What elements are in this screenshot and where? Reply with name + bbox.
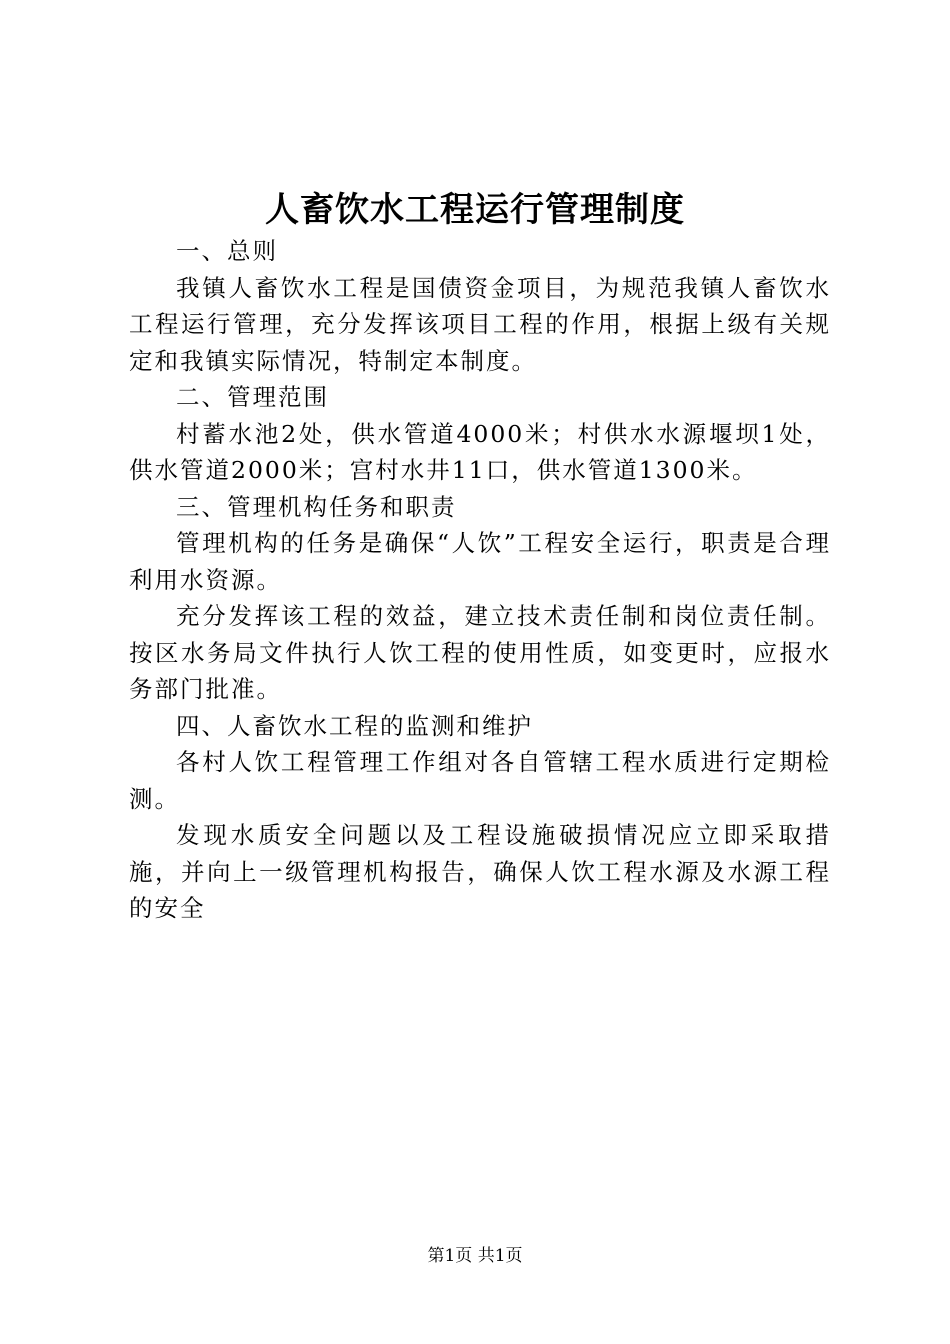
paragraph-scope: 村蓄水池2处，供水管道4000米；村供水水源堰坝1处，供水管道2000米；宫村水井11口，供水管道1300米。 [129, 419, 831, 484]
section-heading-general: 一、总则 [176, 237, 278, 265]
section-heading-scope: 二、管理范围 [176, 383, 329, 411]
section-heading-duties: 三、管理机构任务和职责 [176, 492, 457, 521]
paragraph-monitoring-testing: 各村人饮工程管理工作组对各自管辖工程水质进行定期检测。 [129, 748, 831, 813]
section-heading-monitoring: 四、人畜饮水工程的监测和维护 [176, 711, 533, 740]
paragraph-monitoring-measures: 发现水质安全问题以及工程设施破损情况应立即采取措施，并向上一级管理机构报告，确保人饮工程水源及水源工程的安全 [129, 821, 831, 922]
paragraph-general: 我镇人畜饮水工程是国债资金项目，为规范我镇人畜饮水工程运行管理，充分发挥该项目工程的作用，根据上级有关规定和我镇实际情况，特制定本制度。 [129, 273, 831, 375]
paragraph-duties-task: 管理机构的任务是确保“人饮”工程安全运行，职责是合理利用水资源。 [129, 529, 831, 594]
document-body [129, 233, 831, 927]
document-title: 人畜饮水工程运行管理制度 [265, 190, 685, 230]
paragraph-duties-responsibility: 充分发挥该工程的效益，建立技术责任制和岗位责任制。按区水务局文件执行人饮工程的使用性质，如变更时，应报水务部门批准。 [129, 602, 831, 703]
page-number: 第1页 共1页 [427, 1246, 523, 1266]
